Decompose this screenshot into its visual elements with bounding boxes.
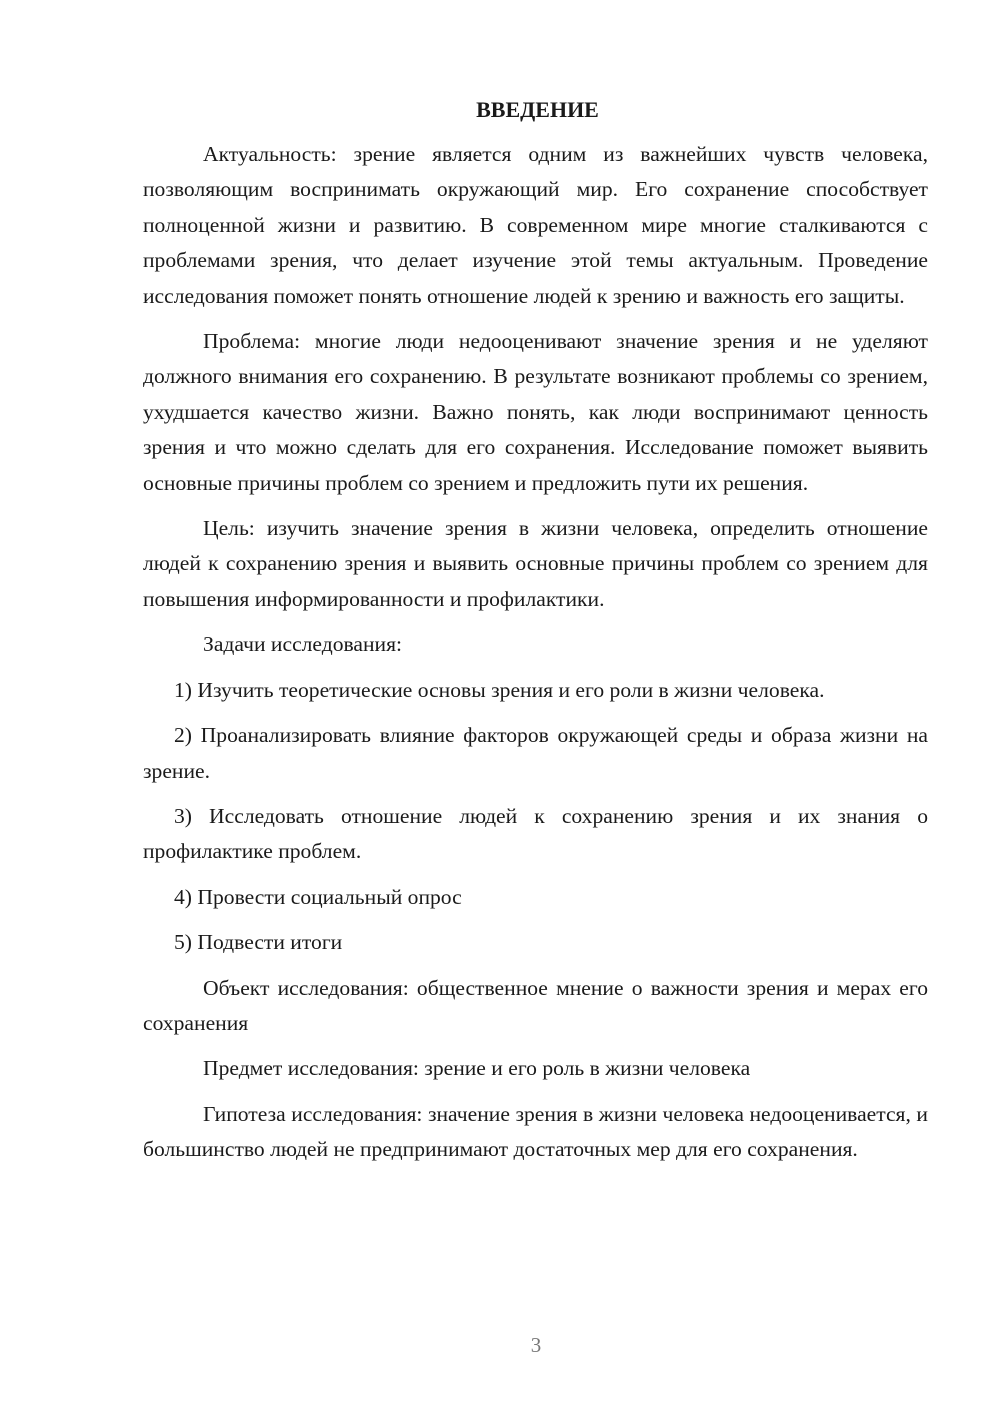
task-item-5: 5) Подвести итоги: [174, 930, 343, 955]
task-item-4: 4) Провести социальный опрос: [174, 884, 462, 909]
page-title: ВВЕДЕНИЕ: [476, 97, 599, 122]
page-number: 3: [530, 1333, 542, 1357]
problem-paragraph: Проблема: многие люди недооценивают значение зрения и не уделяют должного внимания его сохранению. В результате возникают проблемы со зрением, ухудшается качество жизни. Важно понять, как люди воспринимают ценность зрения и что можно сделать для его сохранения. Исследование поможет выявить основные причины проблем со зрением и предложить пути их решения.: [143, 329, 928, 495]
goal-paragraph: Цель: изучить значение зрения в жизни человека, определить отношение людей к сохранению зрения и выявить основные причины проблем со зрением для повышения информированности и профилактики.: [143, 516, 928, 611]
subject-paragraph: Предмет исследования: зрение и его роль в жизни человека: [203, 1056, 751, 1081]
page-content: [143, 94, 928, 1178]
task-item-3: 3) Исследовать отношение людей к сохранению зрения и их знания о профилактике проблем.: [143, 803, 928, 864]
object-paragraph: Объект исследования: общественное мнение о важности зрения и мерах его сохранения: [143, 975, 928, 1035]
hypothesis-paragraph: Гипотеза исследования: значение зрения в жизни человека недооценивается, и большинство людей не предпринимают достаточных мер для его сохранения.: [143, 1101, 928, 1162]
tasks-heading: Задачи исследования:: [203, 632, 403, 657]
task-item-1: 1) Изучить теоретические основы зрения и его роли в жизни человека.: [174, 677, 825, 702]
relevance-paragraph: Актуальность: зрение является одним из важнейших чувств человека, позволяющим воспринимать окружающий мир. Его сохранение способствует полноценной жизни и развитию. В современном мире многие сталкиваются с проблемами зрения, что делает изучение этой темы актуальным. Проведение исследования поможет понять отношение людей к зрению и важность его защиты.: [143, 142, 928, 308]
task-item-2: 2) Проанализировать влияние факторов окружающей среды и образа жизни на зрение.: [143, 723, 928, 783]
